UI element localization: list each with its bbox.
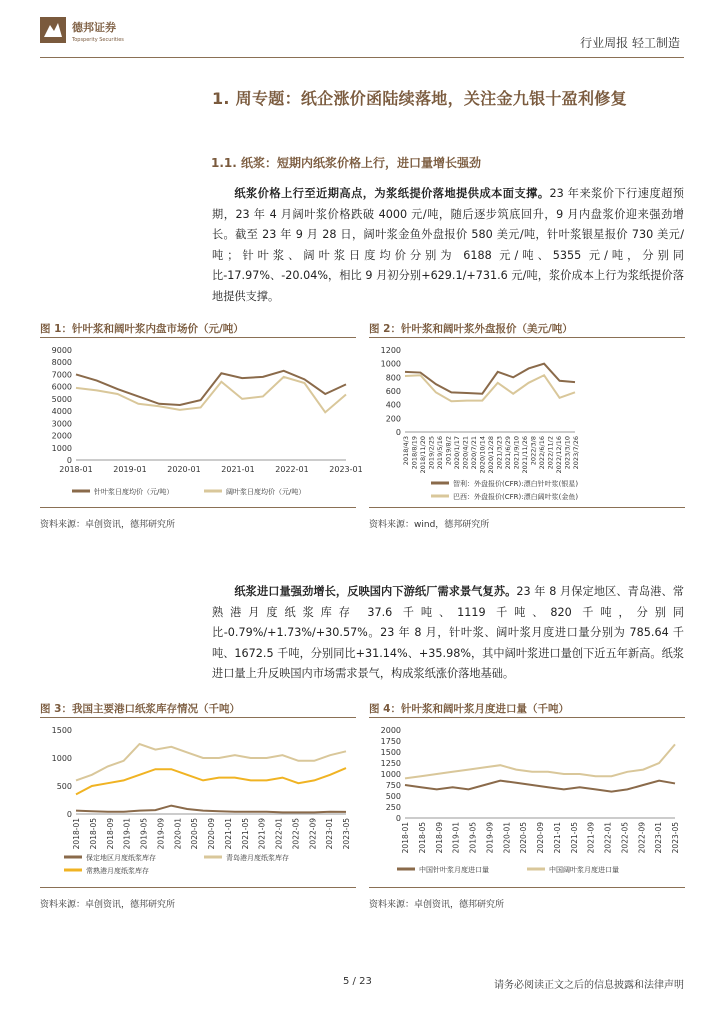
legend-label: 中国针叶浆月度进口量 <box>419 866 489 874</box>
x-tick-label: 2022-01 <box>603 822 613 854</box>
y-tick-label: 5000 <box>51 394 72 404</box>
fig1-source: 资料来源：卓创资讯，德邦研究所 <box>40 520 176 530</box>
legend-label: 针叶浆日度均价（元/吨） <box>94 488 174 496</box>
y-tick-label: 500 <box>385 792 401 801</box>
x-tick-label: 2018-05 <box>88 818 98 850</box>
x-tick-label: 2020/4/21 <box>461 436 470 470</box>
y-tick-label: 200 <box>385 414 401 424</box>
section-heading: 1. 周专题：纸企涨价函陆续落地，关注金九银十盈利修复 <box>212 89 627 108</box>
y-tick-label: 1200 <box>380 346 401 355</box>
x-tick-label: 2020-01 <box>167 465 201 474</box>
x-tick-label: 2018-01 <box>72 818 81 850</box>
x-tick-label: 2019-09 <box>485 822 495 854</box>
fig4-rule <box>369 717 685 718</box>
paragraph-lead: 纸浆价格上行至近期高点，为浆纸提价落地提供成本面支撑。 <box>234 187 550 200</box>
series-line-3 <box>76 768 346 794</box>
fig1-chart <box>40 342 363 508</box>
x-tick-label: 2022/6/16 <box>538 436 546 470</box>
x-tick-label: 2020-05 <box>190 818 200 850</box>
series-line-2 <box>405 744 675 778</box>
x-tick-label: 2018/11/20 <box>419 436 427 474</box>
x-tick-label: 2019-01 <box>122 818 132 850</box>
page-number: 5 / 23 <box>343 976 372 987</box>
y-tick-label: 1000 <box>380 770 401 779</box>
fig2-source: 资料来源：wind，德邦研究所 <box>369 520 490 530</box>
x-tick-label: 2018/8/19 <box>410 436 419 470</box>
x-tick-label: 2019-01 <box>113 465 147 474</box>
x-tick-label: 2021-09 <box>257 818 267 850</box>
fig4-source: 资料来源：卓创资讯，德邦研究所 <box>369 900 505 910</box>
x-tick-label: 2023/3/10 <box>563 436 572 470</box>
y-tick-label: 6000 <box>51 382 72 392</box>
y-tick-label: 1000 <box>51 443 72 453</box>
x-tick-label: 2023-01 <box>329 465 363 474</box>
y-tick-label: 7000 <box>51 370 72 380</box>
x-tick-label: 2018-05 <box>417 822 427 854</box>
y-tick-label: 2000 <box>380 726 401 735</box>
x-tick-label: 2020-09 <box>536 822 545 854</box>
y-tick-label: 8000 <box>51 358 72 368</box>
legend-label: 阔叶浆日度均价（元/吨） <box>226 488 306 496</box>
logo-name: 德邦证券 <box>72 21 116 34</box>
fig4-chart <box>369 722 685 888</box>
company-logo <box>40 17 160 47</box>
x-tick-label: 2020-09 <box>207 818 216 850</box>
series-line-2 <box>76 744 346 780</box>
x-tick-label: 2020/7/21 <box>470 436 478 470</box>
series-line-1 <box>76 371 346 405</box>
x-tick-label: 2021-05 <box>569 822 579 854</box>
x-tick-label: 2022-01 <box>275 465 309 474</box>
series-line-1 <box>405 781 675 792</box>
x-tick-label: 2022-01 <box>274 818 284 850</box>
y-tick-label: 0 <box>66 810 72 819</box>
fig3-title: 图 3：我国主要港口纸浆库存情况（千吨） <box>40 703 240 715</box>
fig1-rule <box>40 337 356 338</box>
x-tick-label: 2018-09 <box>105 818 115 850</box>
x-tick-label: 2018-01 <box>59 465 93 474</box>
x-tick-label: 2021/9/10 <box>512 436 521 470</box>
x-tick-label: 2019-09 <box>156 818 166 850</box>
y-tick-label: 1750 <box>380 737 401 746</box>
y-tick-label: 4000 <box>51 407 72 417</box>
x-tick-label: 2020/1/17 <box>453 436 461 470</box>
x-tick-label: 2023-05 <box>342 818 351 850</box>
y-tick-label: 600 <box>385 387 401 396</box>
fig3-source: 资料来源：卓创资讯，德邦研究所 <box>40 900 176 910</box>
x-tick-label: 2022-05 <box>291 818 301 850</box>
x-tick-label: 2022/3/8 <box>529 436 538 466</box>
x-tick-label: 2018-01 <box>401 822 410 854</box>
y-tick-label: 0 <box>66 456 72 465</box>
legend-label: 智利：外盘报价(CFR):漂白针叶浆(银星) <box>453 480 579 488</box>
x-tick-label: 2019/8/2 <box>444 436 453 466</box>
paragraph-lead: 纸浆进口量强劲增长，反映国内下游纸厂需求景气复苏。 <box>234 585 517 598</box>
x-tick-label: 2022-05 <box>620 822 630 854</box>
series-line-1 <box>405 364 575 394</box>
y-tick-label: 1000 <box>51 754 72 763</box>
y-tick-label: 9000 <box>51 346 72 355</box>
legend-label: 巴西：外盘报价(CFR):漂白阔叶浆(金鱼) <box>453 493 579 501</box>
x-tick-label: 2021-05 <box>240 818 250 850</box>
x-tick-label: 2019/5/16 <box>436 436 444 470</box>
fig3-rule <box>40 717 356 718</box>
y-tick-label: 2000 <box>51 431 72 441</box>
logo-subtitle: Topsperity Securities <box>72 37 124 43</box>
paragraph-pulse-price <box>212 184 684 307</box>
legend-label: 保定地区月度纸浆库存 <box>86 854 156 862</box>
x-tick-label: 2020-05 <box>519 822 529 854</box>
y-tick-label: 750 <box>385 781 401 790</box>
x-tick-label: 2021-09 <box>586 822 596 854</box>
y-tick-label: 1250 <box>380 759 401 768</box>
x-tick-label: 2023-05 <box>671 822 680 854</box>
paragraph-body: 23 年来浆价下行速度超预期，23 年 4 月阔叶浆价格跌破 4000 元/吨，随后逐步筑底回升，9 月内盘浆价迎来强劲增长。截至 23 年 9 月 28 日，阔叶浆金鱼外盘报价 580 美元/吨，针叶浆银星报价 730 美元/吨；针叶浆、阔叶浆日度均价分别为 6188 元/吨、5355 元/吨，分别同比-17.97%、-20.04%，相比 9 月初分别+629.1/+731.6 元/吨，浆价成本上行为浆纸提价落地提供支撑。 <box>212 187 684 303</box>
fig4-title: 图 4：针叶浆和阔叶浆月度进口量（千吨） <box>369 703 569 715</box>
report-category: 行业周报 轻工制造 <box>580 36 680 50</box>
x-tick-label: 2023-01 <box>325 818 335 850</box>
x-tick-label: 2019-05 <box>468 822 478 854</box>
x-tick-label: 2018/4/3 <box>402 436 410 466</box>
subsection-heading: 1.1. 纸浆：短期内纸浆价格上行，进口量增长强劲 <box>211 156 481 170</box>
fig2-bottom-rule <box>369 507 685 508</box>
x-tick-label: 2022-09 <box>308 818 318 850</box>
series-line-1 <box>76 806 346 813</box>
y-tick-label: 3000 <box>51 419 72 429</box>
series-line-2 <box>76 377 346 412</box>
fig4-bottom-rule <box>369 887 685 888</box>
x-tick-label: 2020/10/14 <box>478 436 487 474</box>
y-tick-label: 1000 <box>380 359 401 369</box>
x-tick-label: 2020-01 <box>502 822 512 854</box>
fig2-rule <box>369 337 685 338</box>
disclaimer-note: 请务必阅读正文之后的信息披露和法律声明 <box>494 980 684 991</box>
fig2-chart <box>369 342 685 508</box>
x-tick-label: 2021-01 <box>221 465 255 474</box>
x-tick-label: 2021/11/26 <box>521 436 529 474</box>
fig1-bottom-rule <box>40 507 356 508</box>
x-tick-label: 2022-09 <box>637 822 647 854</box>
legend-label: 青岛港月度纸浆库存 <box>226 854 289 862</box>
x-tick-label: 2019-01 <box>451 822 461 854</box>
y-tick-label: 400 <box>385 400 401 410</box>
y-tick-label: 0 <box>395 814 401 823</box>
x-tick-label: 2018-09 <box>434 822 444 854</box>
y-tick-label: 800 <box>385 373 401 383</box>
paragraph-pulse-import <box>212 582 684 685</box>
fig3-chart <box>40 722 356 888</box>
x-tick-label: 2021/6/29 <box>504 436 512 470</box>
y-tick-label: 1500 <box>380 748 401 757</box>
x-tick-label: 2021-01 <box>223 818 233 850</box>
x-tick-label: 2020/12/28 <box>487 436 495 474</box>
y-tick-label: 0 <box>395 428 401 437</box>
x-tick-label: 2019/2/25 <box>427 436 436 470</box>
y-tick-label: 250 <box>385 803 401 812</box>
x-tick-label: 2020-01 <box>173 818 183 850</box>
header-divider <box>40 57 684 58</box>
legend-label: 常熟港月度纸浆库存 <box>86 867 149 875</box>
x-tick-label: 2022/11/2 <box>546 436 555 470</box>
paragraph-body: 23 年 8 月保定地区、青岛港、常熟港月度纸浆库存 37.6 千吨、1119 千吨、820 千吨，分别同比-0.79%/+1.73%/+30.57%。23 年 8 月，针叶浆、阔叶浆月度进口量分别为 785.64 千吨、1672.5 千吨，分别同比+31.14%、+35.98%，其中阔叶浆进口量创下近五年新高。纸浆进口量上升反映国内市场需求景气，构成浆纸涨价落地基础。 <box>212 585 684 680</box>
y-tick-label: 500 <box>56 782 72 791</box>
x-tick-label: 2023/7/26 <box>572 436 580 470</box>
x-tick-label: 2023-01 <box>654 822 664 854</box>
x-tick-label: 2021-01 <box>552 822 562 854</box>
x-tick-label: 2019-05 <box>139 818 149 850</box>
x-tick-label: 2021/3/23 <box>495 436 504 470</box>
y-tick-label: 1500 <box>51 726 72 735</box>
legend-label: 中国阔叶浆月度进口量 <box>549 866 619 874</box>
fig2-title: 图 2：针叶浆和阔叶浆外盘报价（美元/吨） <box>369 323 573 335</box>
fig1-title: 图 1：针叶浆和阔叶浆内盘市场价（元/吨） <box>40 323 244 335</box>
fig3-bottom-rule <box>40 887 356 888</box>
x-tick-label: 2022/12/16 <box>555 436 563 474</box>
